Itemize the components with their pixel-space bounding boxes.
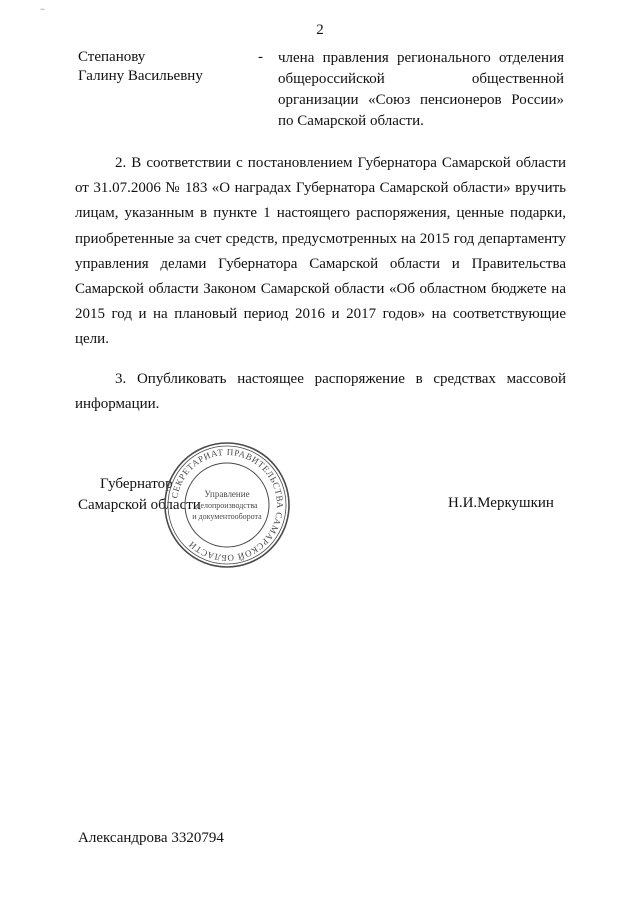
stamp-center-line1: Управление (204, 489, 250, 499)
stamp-center-line2: делопроизводства (196, 501, 258, 510)
stamp-ring-text: СЕКРЕТАРИАТ ПРАВИТЕЛЬСТВА САМАРСКОЙ ОБЛАСТИ (169, 446, 286, 564)
signature-title-line2: Самарской области (78, 497, 201, 513)
person-surname: Степанову (78, 49, 146, 65)
person-name (78, 48, 203, 86)
signature-title-line1: Губернатор (100, 476, 173, 492)
person-given-names: Галину Васильевну (78, 68, 203, 84)
stamp-center-line3: и документооборота (192, 512, 262, 521)
corner-mark: − (40, 4, 46, 14)
page-number: 2 (316, 22, 324, 38)
paragraph-3: 3. Опубликовать настоящее распоряжение в средствах массовой информации. (75, 371, 566, 413)
official-stamp (162, 440, 292, 570)
signer-name: Н.И.Меркушкин (448, 495, 554, 511)
person-role: члена правления регионального отделения общероссийской общественной организации «Союз пенсионеров России» по Самарской области. (278, 50, 564, 129)
contact-line: Александрова 3320794 (78, 830, 224, 846)
paragraph-2: 2. В соответствии с постановлением Губернатора Самарской области от 31.07.2006 № 183 «О наградах Губернатора Самарской области» вручить лицам, указанным в пункте 1 настоящего распоряжения, ценные подарки, приобретенные за счет средств, предусмотренных на 2015 год департаменту управления делами Губернатора Самарской области и Правительства Самарской области Законом Самарской области «Об областном бюджете на 2015 год и на плановый период 2016 и 2017 годов» на соответствующие цели. (75, 155, 566, 348)
role-dash: - (258, 49, 263, 65)
